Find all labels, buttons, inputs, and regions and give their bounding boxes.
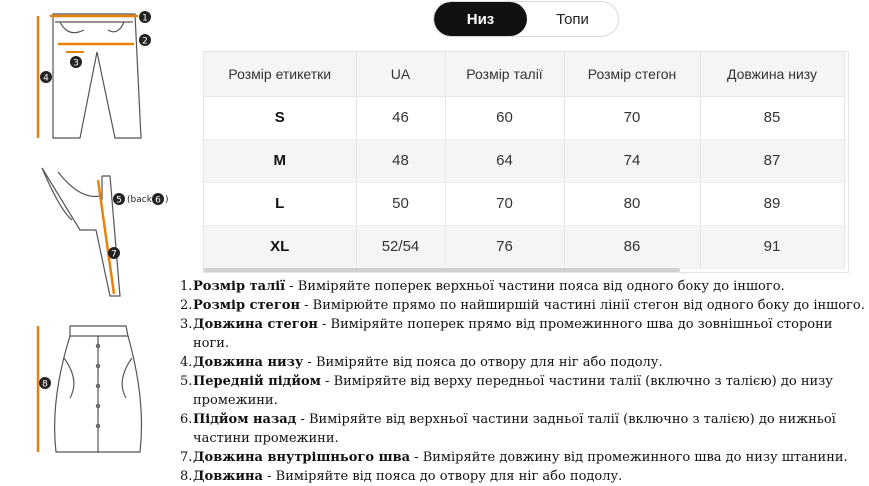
- instruction-number: 1.: [180, 279, 193, 294]
- svg-text:3: 3: [73, 58, 79, 69]
- marker-8: [39, 377, 51, 390]
- cell-length: 89: [700, 182, 844, 225]
- cell-ua: 52/54: [356, 225, 445, 268]
- cell-ua: 50: [356, 182, 445, 225]
- instruction-item: [180, 353, 866, 372]
- cell-length: 91: [700, 225, 844, 268]
- instruction-item: [180, 315, 866, 353]
- svg-text:2: 2: [142, 36, 148, 47]
- table-horizontal-scrollbar[interactable]: [204, 268, 680, 272]
- close-paren-label: ): [165, 195, 169, 205]
- svg-text:8: 8: [42, 379, 48, 390]
- instruction-number: 8.: [180, 469, 193, 484]
- instruction-term: Розмір стегон: [193, 298, 300, 313]
- svg-text:6: 6: [155, 195, 161, 206]
- instruction-term: Довжина внутрішнього шва: [193, 450, 411, 465]
- pants-diagram: [53, 14, 141, 138]
- instruction-text: - Виміряйте довжину від промежинного шва до низу штанини.: [410, 450, 848, 465]
- instruction-text: - Виміряйте поперек верхньої частини пояса від одного боку до іншого.: [285, 279, 785, 294]
- cell-waist: 60: [445, 96, 564, 139]
- instruction-number: 7.: [180, 450, 193, 465]
- instruction-item: [180, 448, 866, 467]
- marker-5: [113, 193, 125, 206]
- measurement-diagrams: [0, 0, 190, 483]
- marker-3: [70, 56, 82, 69]
- tab-bottoms[interactable]: Низ: [434, 2, 527, 36]
- tab-tops[interactable]: Топи: [556, 10, 589, 28]
- marker-6: [152, 193, 164, 206]
- marker-1: [139, 11, 151, 24]
- marker-4: [40, 71, 52, 84]
- instruction-text: - Виміряйте поперек прямо від промежинного шва до зовнішньої сторони ноги.: [193, 317, 833, 351]
- category-tabs: [433, 1, 619, 37]
- instruction-text: - Вимірюйте прямо по найширшій частині лінії стегон від одного боку до іншого.: [299, 298, 865, 313]
- svg-text:4: 4: [43, 73, 49, 84]
- cell-waist: 76: [445, 225, 564, 268]
- instruction-number: 6.: [180, 412, 193, 427]
- cell-ua: 48: [356, 139, 445, 182]
- cell-hips: 80: [564, 182, 700, 225]
- cell-size: XL: [204, 225, 356, 268]
- svg-text:1: 1: [142, 13, 148, 24]
- skirt-diagram: [55, 326, 142, 452]
- pants-side-diagram: [42, 168, 120, 296]
- marker-2: [139, 34, 151, 47]
- instruction-text: - Виміряйте від верхньої частини задньої талії (включно з талією) до нижньої частини промежини.: [193, 412, 836, 446]
- cell-hips: 74: [564, 139, 700, 182]
- header-label-size: Розмір етикетки: [204, 52, 356, 96]
- size-table-container: [203, 51, 849, 273]
- instruction-text: - Виміряйте від пояса до отвору для ніг або подолу.: [262, 469, 623, 484]
- instruction-item: [180, 296, 866, 315]
- instruction-number: 4.: [180, 355, 193, 370]
- instruction-term: Довжина: [193, 469, 263, 484]
- instruction-number: 5.: [180, 374, 193, 389]
- instruction-term: Довжина стегон: [193, 317, 318, 332]
- header-bottom-length: Довжина низу: [700, 52, 844, 96]
- instruction-term: Довжина низу: [193, 355, 304, 370]
- instruction-term: Передній підйом: [193, 374, 321, 389]
- table-header-row: [204, 52, 844, 96]
- cell-hips: 86: [564, 225, 700, 268]
- header-hips: Розмір стегон: [564, 52, 700, 96]
- instruction-item: [180, 410, 866, 448]
- svg-text:5: 5: [116, 195, 122, 206]
- size-table: [204, 52, 845, 269]
- cell-ua: 46: [356, 96, 445, 139]
- instruction-item: [180, 467, 866, 486]
- instruction-item: [180, 372, 866, 410]
- header-ua: UA: [356, 52, 445, 96]
- instruction-number: 2.: [180, 298, 193, 313]
- table-row: [204, 225, 844, 268]
- instruction-text: - Виміряйте від пояса до отвору для ніг або подолу.: [303, 355, 663, 370]
- instruction-text: - Виміряйте від верху передньої частини талії (включно з талією) до низу промежини.: [193, 374, 833, 408]
- cell-hips: 70: [564, 96, 700, 139]
- instruction-item: [180, 277, 866, 296]
- measurement-instructions: [180, 277, 866, 486]
- table-row: [204, 139, 844, 182]
- cell-size: S: [204, 96, 356, 139]
- table-row: [204, 96, 844, 139]
- back-label: (back: [127, 195, 152, 205]
- instruction-number: 3.: [180, 317, 193, 332]
- cell-size: L: [204, 182, 356, 225]
- svg-text:7: 7: [111, 249, 117, 260]
- cell-length: 87: [700, 139, 844, 182]
- cell-waist: 70: [445, 182, 564, 225]
- instruction-term: Розмір талії: [193, 279, 286, 294]
- cell-size: M: [204, 139, 356, 182]
- cell-waist: 64: [445, 139, 564, 182]
- cell-length: 85: [700, 96, 844, 139]
- table-row: [204, 182, 844, 225]
- instruction-term: Підйом назад: [193, 412, 297, 427]
- header-waist: Розмір талії: [445, 52, 564, 96]
